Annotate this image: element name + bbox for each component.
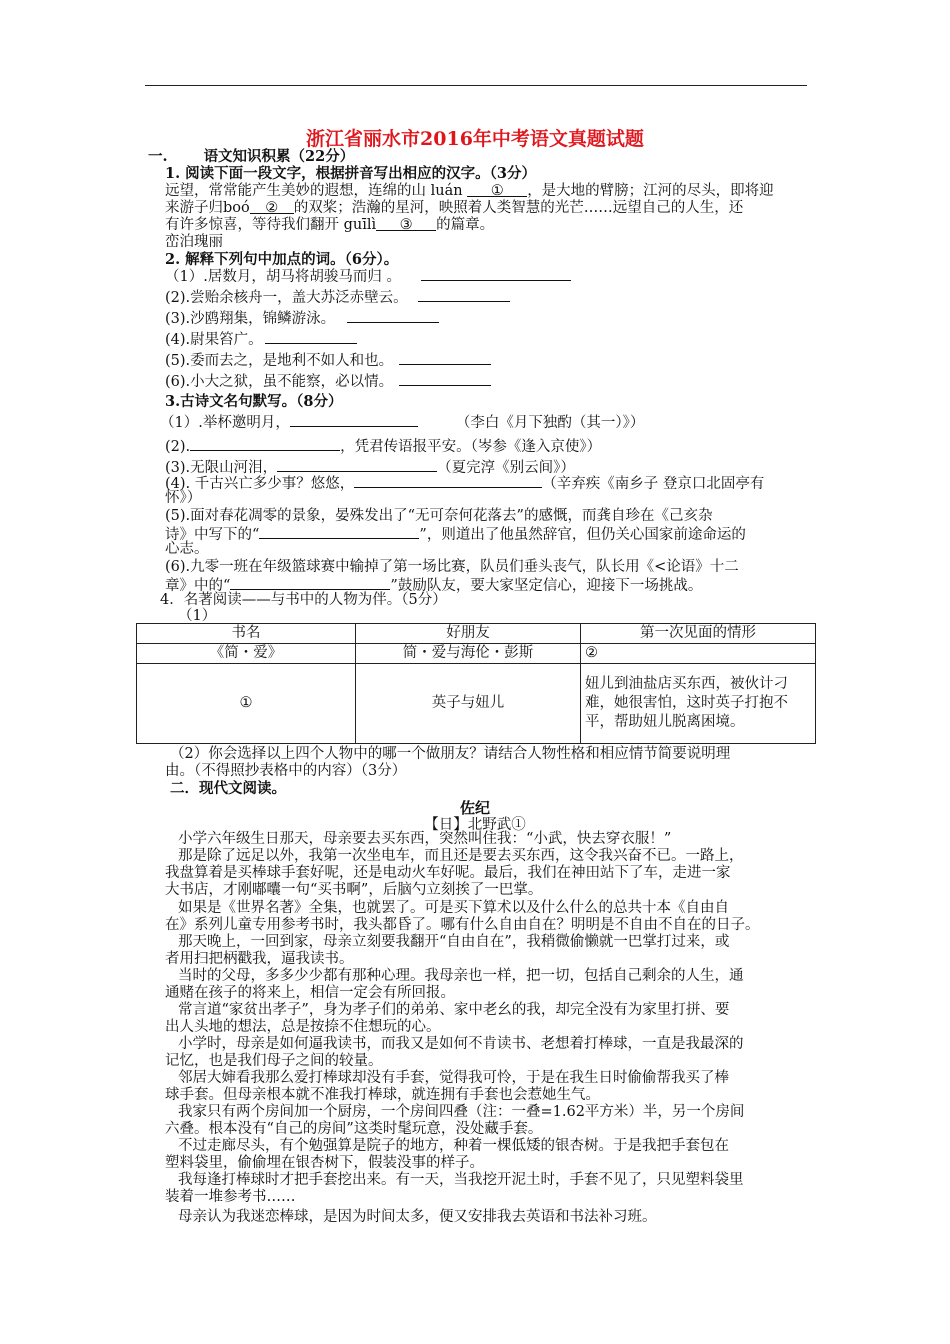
table-row [137,664,816,744]
answer-blank[interactable] [190,436,340,451]
table-cell: 《简・爱》 [137,644,356,664]
answer-blank[interactable] [399,350,491,365]
article-title: 佐纪 [459,799,490,817]
article-line: 我每逢打棒球时才把手套挖出来。有一天，当我挖开泥土时，手套不见了，只见塑料袋里 [178,1172,744,1188]
table-header: 书名 [137,624,356,644]
q2-item-text: (5).委而去之，是地利不如人和也。 [165,353,394,369]
article-line: 小学六年级生日那天，母亲要去买东西，突然叫住我：“小武，快去穿衣服！” [178,831,672,847]
q2-item-text: (4).尉果笞广。 [165,332,263,348]
answer-blank[interactable] [265,329,357,344]
article-line: 装着一堆参考书…… [165,1189,296,1205]
q2-item-1 [165,266,571,287]
blank-3[interactable] [376,216,436,231]
q1-text: ，是大地的臂膀；江河的尽头，即将迎 [527,183,774,199]
blank-2[interactable] [250,199,294,214]
q3-item-2 [165,436,601,457]
blank-marker: ② [265,200,279,216]
q1-answer: 峦泊瑰丽 [165,234,223,250]
answer-blank[interactable] [230,575,390,590]
q2-item-5 [165,350,491,371]
article-line: 出人头地的想法，总是按捺不住想玩的心。 [165,1019,441,1035]
table-header-row [137,624,816,644]
q3-item-4 [165,473,764,494]
answer-blank[interactable] [290,412,418,427]
section-two-heading: 二．现代文阅读。 [170,780,286,797]
article-line: 不过走廊尽头，有个勉强算是院子的地方，种着一棵低矮的银杏树。于是我把手套包在 [178,1138,729,1154]
q3-item-5-end: 心志。 [165,541,209,557]
q3-text: ”鼓励队友，要大家坚定信心，迎接下一场挑战。 [390,578,703,594]
q1-text: 有许多惊喜，等待我们翻开 guīlì [165,217,377,233]
table-cell: 简・爱与海伦・彭斯 [356,644,581,664]
article-line: 球手套。但母亲根本就不准我打棒球，就连拥有手套也会惹她生气。 [165,1087,600,1103]
blank-marker: ③ [399,217,413,233]
answer-blank[interactable] [421,266,571,281]
answer-blank[interactable] [277,457,437,472]
article-line: 邻居大婶看我那么爱打棒球却没有手套，觉得我可怜，于是在我生日时偷偷帮我买了棒 [178,1070,729,1086]
q1-heading: 1. 阅读下面一段文字，根据拼音写出相应的汉字。（3分） [165,165,537,182]
q2-item-text: (6).小大之狱，虽不能察，必以情。 [165,374,394,390]
q3-source: （夏完淳《别云间》） [437,460,575,476]
q3-text: 章》中的“ [165,578,231,594]
table-cell: 妞儿到油盐店买东西，被伙计刁难，她很害怕，这时英子打抱不平，帮助妞儿脱离困境。 [581,664,816,744]
q3-text: ”，则道出了他虽然辞官，但仍关心国家前途命运的 [419,527,746,543]
q3-text: (4). 千古兴亡多少事？悠悠， [165,476,355,492]
article-line: 当时的父母，多多少少都有那种心理。我母亲也一样，把一切，包括自己剩余的人生，通 [178,968,744,984]
table-cell-blank[interactable]: ① [137,664,356,744]
q2-item-6 [165,371,491,392]
q2-item-4 [165,329,357,350]
article-line: 我家只有两个房间加一个厨房，一个房间四叠（注：一叠=1.62平方米）半，另一个房间 [178,1104,745,1120]
q3-text: ，凭君传语报平安。（岑参《逢入京使》） [340,439,602,455]
q2-item-2 [165,287,510,308]
article-line: 常言道“家贫出孝子”，身为孝子们的弟弟、家中老幺的我，却完全没有为家里打拼、要 [178,1002,730,1018]
q3-source: （李白《月下独酌（其一）》） [455,415,645,431]
q2-item-3 [165,308,439,329]
q3-item-6: (6).九零一班在年级篮球赛中输掉了第一场比赛，队员们垂头丧气，队长用《<论语》十二 [165,559,739,575]
table-header: 第一次见面的情形 [581,624,816,644]
article-line: 六叠。根本没有“自己的房间”这类时髦玩意，没处藏手套。 [165,1121,543,1137]
answer-blank[interactable] [418,287,510,302]
article-author: 【日】北野武① [424,817,526,833]
q3-item-1 [160,412,644,433]
article-line: 我盘算着是买棒球手套好呢，还是电动火车好呢。最后，我们在神田站下了车，走进一家 [165,865,731,881]
q2-item-text: （1）.居数月，胡马将胡骏马而归 。 [165,269,401,285]
q3-source: （辛弃疾《南乡子 登京口北固亭有 [542,476,765,492]
answer-blank[interactable] [399,371,491,386]
answer-blank[interactable] [259,524,419,539]
q3-text: （1）.举杯邀明月， [160,415,290,431]
article-line: 大书店，才刚嘟囔一句“买书啊”，后脑勺立刻挨了一巴掌。 [165,882,543,898]
page-title: 浙江省丽水市2016年中考语文真题试题 [306,128,644,150]
q3-text: 诗》中写下的“ [165,527,260,543]
header-rule [145,85,807,86]
article-line: 如果是《世界名著》全集，也就罢了。可是买下算术以及什么什么的总共十本《自由自 [178,900,729,916]
article-line: 通赌在孩子的将来上，相信一定会有所回报。 [165,985,455,1001]
table-cell: 英子与妞儿 [356,664,581,744]
q1-text: 来游子归boó [165,200,250,216]
q1-text: 的篇章。 [436,217,495,233]
table-cell-blank[interactable]: ② [581,644,816,664]
section-label: 语文知识积累（22分） [203,148,355,165]
q3-text: (3).无限山河泪， [165,460,278,476]
table-row [137,644,816,664]
article-line: 塑料袋里，偷偷埋在银杏树下，假装没事的样子。 [165,1155,484,1171]
table-header: 好朋友 [356,624,581,644]
q3-item-5-cont [165,524,746,545]
character-table [136,623,816,744]
q1-text: 远望，常常能产生美妙的遐想，连绵的山 luán [165,183,463,199]
q2-heading: 2. 解释下列句中加点的词。（6分）。 [165,251,399,268]
article-line: 记忆，也是我们母子之间的较量。 [165,1053,383,1069]
q2-item-text: (2).尝贻余核舟一，盖大苏泛赤壁云。 [165,290,408,306]
q1-text: 的双桨；浩瀚的星河，映照着人类智慧的光芒……远望自己的人生，还 [293,200,744,216]
answer-blank[interactable] [354,473,542,488]
blank-1[interactable] [467,182,527,197]
q4-sub2-cont: 由。（不得照抄表格中的内容）（3分） [165,763,407,779]
article-line: 者用扫把柄戳我，逼我读书。 [165,951,354,967]
article-line: 小学时，母亲是如何逼我读书，而我又是如何不肯读书、老想着打棒球，一直是我最深的 [178,1036,744,1052]
q4-sub1: （1） [178,608,217,624]
q3-text: (2). [165,439,191,455]
q2-item-text: (3).沙鸥翔集，锦鳞游泳。 [165,311,336,327]
q3-item-5: (5).面对春花凋零的景象，晏殊发出了“无可奈何花落去”的感慨，而龚自珍在《己亥杂 [165,508,713,524]
answer-blank[interactable] [347,308,439,323]
q4-heading: 4．名著阅读——与书中的人物为伴。（5分） [160,592,447,608]
article-line: 那是除了远足以外，我第一次坐电车，而且还是要去买东西，这令我兴奋不已。一路上， [178,848,744,864]
article-line: 在》系列儿童专用参考书时，我头都昏了。哪有什么自由自在？明明是不自由不自在的日子。 [165,917,760,933]
blank-marker: ① [490,183,504,199]
section-number: 一. [148,148,168,165]
q3-heading: 3.古诗文名句默写。（8分） [165,393,343,410]
q4-sub2: （2）你会选择以上四个人物中的哪一个做朋友？请结合人物性格和相应情节简要说明理 [170,746,731,762]
article-line: 母亲认为我迷恋棒球，是因为时间太多，便又安排我去英语和书法补习班。 [178,1209,657,1225]
q3-item-4-cont: 怀》） [165,490,202,506]
article-line: 那天晚上，一回到家，母亲立刻要我翻开“自由自在”，我稍微偷懒就一巴掌打过来，或 [178,934,730,950]
